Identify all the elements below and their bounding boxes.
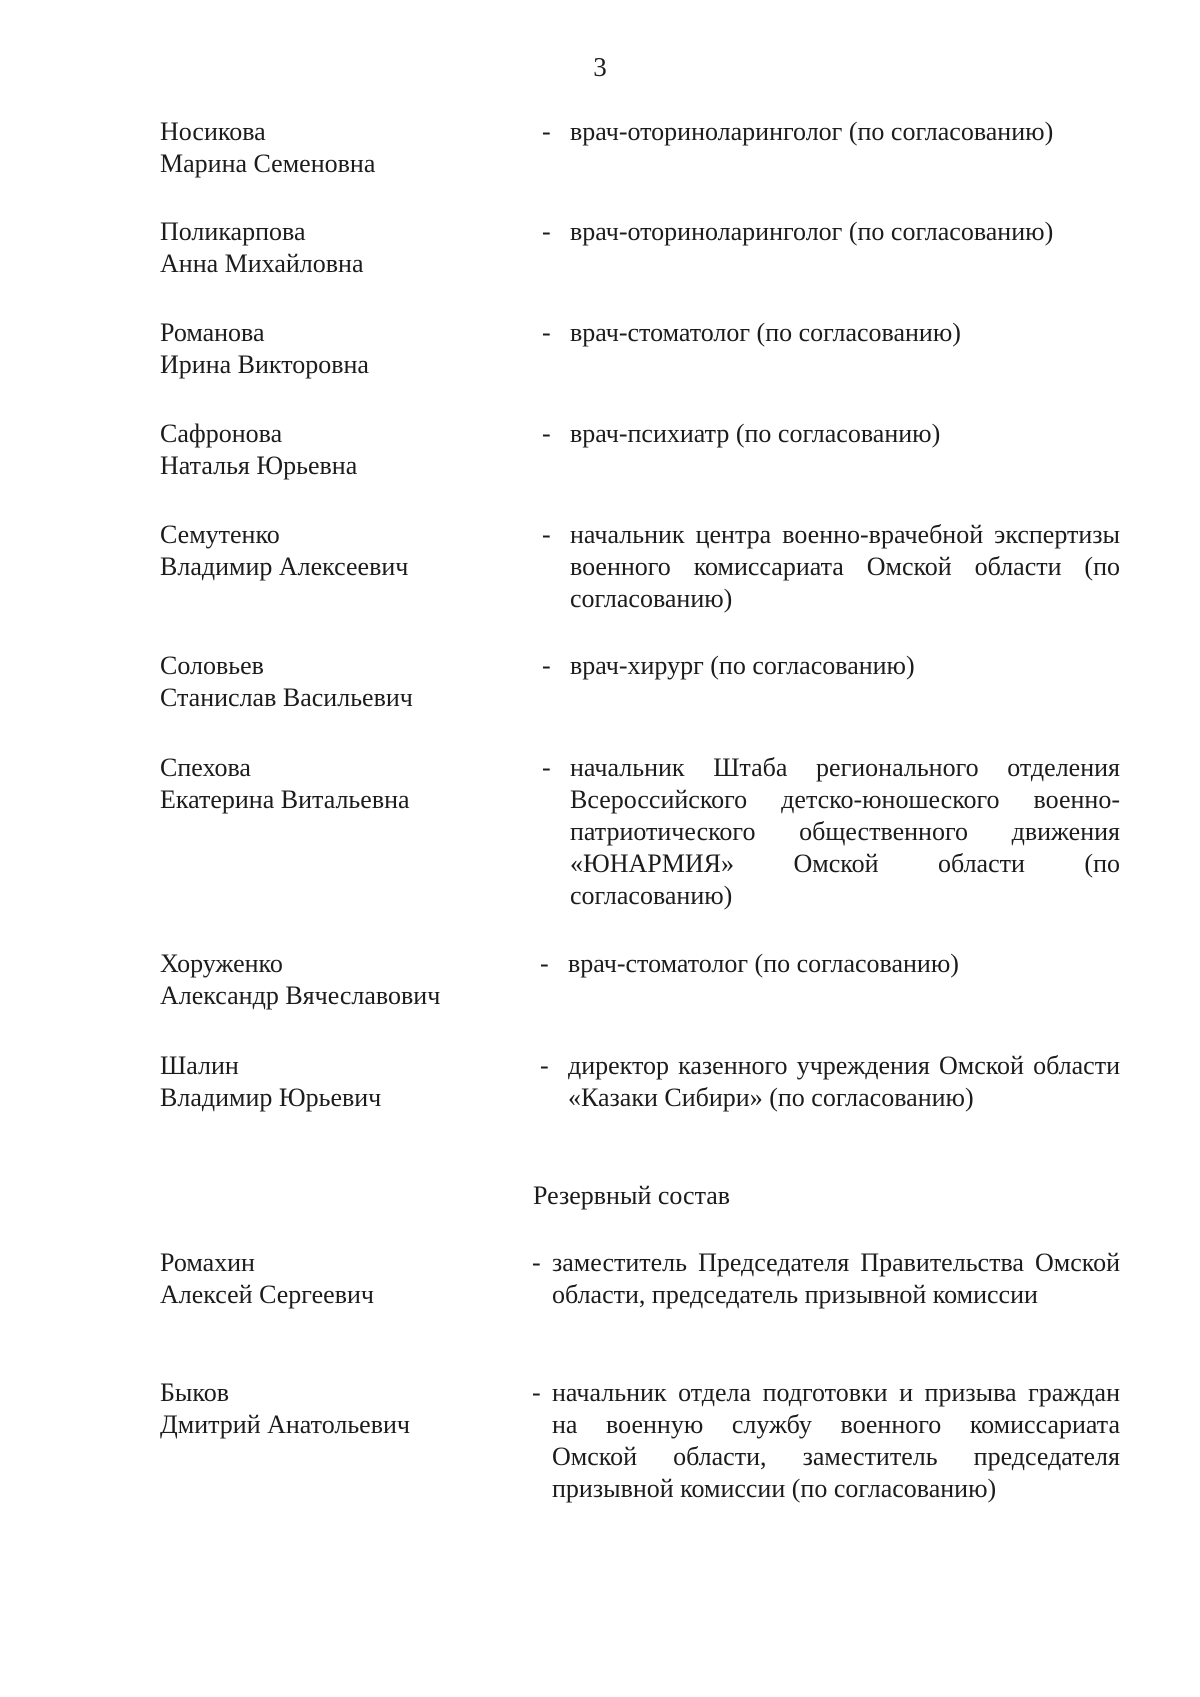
member-name: [160, 418, 520, 482]
member-given-names: Александр Вячеславович: [160, 981, 441, 1010]
member-surname: Шалин: [160, 1051, 239, 1080]
member-position: врач-психиатр (по согласованию): [570, 419, 941, 448]
member-name: [160, 650, 520, 714]
dash-separator: -: [542, 217, 551, 246]
member-position: директор казенного учреждения Омской области «Казаки Сибири» (по согласованию): [568, 1051, 1120, 1112]
member-position: врач-хирург (по согласованию): [570, 651, 915, 680]
member-given-names: Владимир Юрьевич: [160, 1083, 382, 1112]
member-given-names: Алексей Сергеевич: [160, 1280, 374, 1309]
dash-separator: -: [542, 651, 551, 680]
dash-separator: -: [532, 1378, 541, 1407]
member-given-names: Ирина Викторовна: [160, 350, 369, 379]
member-position: врач-оториноларинголог (по согласованию): [570, 217, 1054, 246]
member-given-names: Анна Михайловна: [160, 249, 364, 278]
member-surname: Сафронова: [160, 419, 283, 448]
member-position: заместитель Председателя Правительства Омской области, председатель призывной комиссии: [552, 1248, 1120, 1309]
dash-separator: -: [540, 1051, 549, 1080]
member-position: врач-стоматолог (по согласованию): [570, 318, 961, 347]
member-surname: Носикова: [160, 117, 266, 146]
member-name: [160, 752, 520, 816]
member-position: начальник центра военно-врачебной экспертизы военного комиссариата Омской области (по согласованию): [570, 520, 1120, 613]
member-position: начальник отдела подготовки и призыва граждан на военную службу военного комиссариата Омской области, заместитель председателя призывной комиссии (по согласованию): [552, 1378, 1120, 1503]
reserve-heading: Резервный состав: [533, 1181, 731, 1210]
member-position: врач-стоматолог (по согласованию): [568, 949, 959, 978]
member-surname: Ромахин: [160, 1248, 255, 1277]
member-surname: Семутенко: [160, 520, 280, 549]
member-given-names: Наталья Юрьевна: [160, 451, 358, 480]
member-surname: Поликарпова: [160, 217, 306, 246]
dash-separator: -: [542, 318, 551, 347]
member-surname: Соловьев: [160, 651, 264, 680]
member-position: врач-оториноларинголог (по согласованию): [570, 117, 1054, 146]
dash-separator: -: [532, 1248, 541, 1277]
dash-separator: -: [540, 949, 549, 978]
member-name: [160, 317, 520, 381]
dash-separator: -: [542, 520, 551, 549]
page-number: 3: [593, 52, 607, 82]
member-name: [160, 1377, 520, 1441]
member-given-names: Владимир Алексеевич: [160, 552, 409, 581]
dash-separator: -: [542, 419, 551, 448]
member-name: [160, 1050, 520, 1114]
member-name: [160, 948, 520, 1012]
member-name: [160, 116, 520, 180]
member-name: [160, 1247, 520, 1311]
member-given-names: Станислав Васильевич: [160, 683, 413, 712]
member-given-names: Марина Семеновна: [160, 149, 376, 178]
member-given-names: Дмитрий Анатольевич: [160, 1410, 410, 1439]
member-position: начальник Штаба регионального отделения Всероссийского детско-юношеского военно-патриотического общественного движения «ЮНАРМИЯ» Омской области (по согласованию): [570, 753, 1120, 910]
member-surname: Романова: [160, 318, 265, 347]
member-surname: Хоруженко: [160, 949, 283, 978]
member-given-names: Екатерина Витальевна: [160, 785, 410, 814]
member-surname: Спехова: [160, 753, 251, 782]
member-surname: Быков: [160, 1378, 229, 1407]
member-name: [160, 216, 520, 280]
dash-separator: -: [542, 117, 551, 146]
dash-separator: -: [542, 753, 551, 782]
member-name: [160, 519, 520, 583]
